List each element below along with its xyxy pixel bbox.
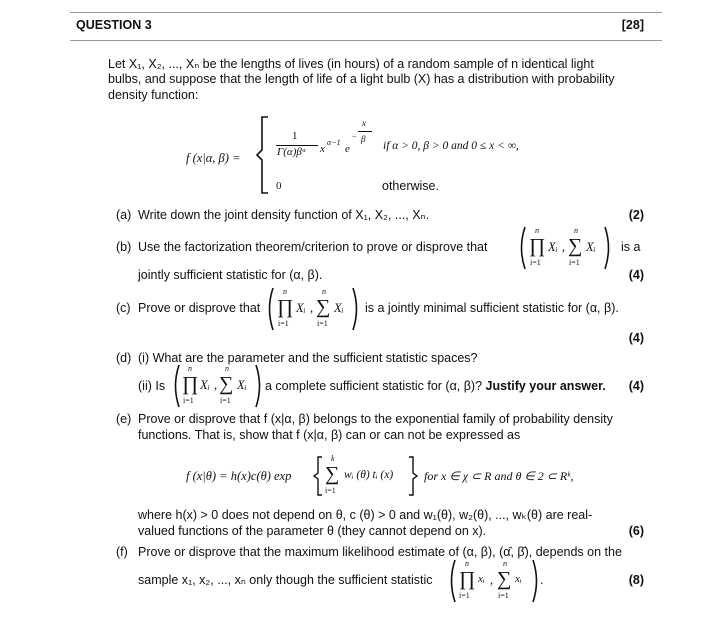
product-icon: ∏	[182, 373, 199, 395]
pdf-denominator: Γ(α)βᵅ	[277, 146, 307, 158]
pdf-numerator: 1	[292, 130, 298, 142]
part-c-text-before: Prove or disprove that	[138, 301, 261, 315]
left-paren-icon	[266, 287, 274, 331]
pdf-exp-bar	[358, 131, 372, 132]
intro-line-2: bulbs, and suppose that the length of life of a light bulb (X) has a distribution with probability	[108, 72, 615, 86]
part-f-line-1: Prove or disprove that the maximum likelihood estimate of (α, β), (α̂, β̂), depends on the	[138, 545, 622, 559]
part-f-line-2: sample x₁, x₂, ..., xₙ only though the sufficient statistic	[138, 573, 433, 587]
formula-sum-upper: k	[331, 454, 335, 463]
left-paren-icon	[448, 559, 456, 603]
product-icon: ∏	[277, 296, 294, 318]
stat-c: n ∏ i=1 Xᵢ , n ∑ i=1 Xᵢ	[266, 287, 364, 331]
part-f-label: (f)	[116, 545, 128, 559]
right-paren-icon	[255, 364, 263, 408]
part-b-marks: (4)	[628, 268, 644, 282]
pdf-e: e	[345, 143, 350, 155]
stat-b: n ∏ i=1 Xᵢ , n ∑ i=1 Xᵢ	[518, 226, 616, 270]
part-b-text-after: is a	[621, 240, 641, 254]
pdf-formula	[180, 110, 600, 200]
left-brace-icon	[313, 456, 323, 496]
formula-cond: for x ∈ χ ⊂ R and θ ∈ 2 ⊂ Rᵏ,	[424, 469, 574, 483]
part-d-i: (i) What are the parameter and the sufficient statistic spaces?	[138, 351, 478, 365]
exp-family-formula	[186, 454, 606, 498]
part-e-label: (e)	[116, 412, 132, 426]
part-f-period: .	[540, 573, 544, 587]
pdf-condition: if α > 0, β > 0 and 0 ≤ x < ∞,	[383, 140, 519, 152]
part-b-text-2: jointly sufficient statistic for (α, β).	[138, 268, 323, 282]
pdf-otherwise: otherwise.	[382, 179, 439, 193]
part-e-line-1: Prove or disprove that f (x|α, β) belongs to the exponential family of probability density	[138, 412, 613, 426]
sum-icon: ∑	[325, 463, 340, 485]
part-b-text-1: Use the factorization theorem/criterion to prove or disprove that	[138, 240, 488, 254]
part-c-marks: (4)	[628, 331, 644, 345]
part-d-label: (d)	[116, 351, 132, 365]
stat-f: n ∏ i=1 xᵢ , n ∑ i=1 xᵢ	[448, 559, 546, 603]
part-e-where-1: where h(x) > 0 does not depend on θ, c (θ) > 0 and w₁(θ), w₂(θ), ..., wₖ(θ) are real-	[138, 508, 593, 522]
formula-sum-lower: i=1	[325, 486, 336, 495]
part-c-label: (c)	[116, 301, 131, 315]
part-b-label: (b)	[116, 240, 132, 254]
pdf-exp-den: β	[361, 134, 366, 144]
right-paren-icon	[352, 287, 360, 331]
part-c-text-after: is a jointly minimal sufficient statistic for (α, β).	[365, 301, 619, 315]
part-d-marks: (4)	[628, 379, 644, 393]
part-a-label: (a)	[116, 208, 132, 222]
question-title: QUESTION 3	[76, 18, 152, 32]
product-icon: ∏	[459, 568, 476, 590]
left-paren-icon	[518, 226, 526, 270]
part-d-ii-bold: Justify your answer.	[485, 379, 606, 393]
formula-left: f (x|θ) = h(x)c(θ) exp	[186, 469, 292, 483]
pdf-exp-num: x	[362, 118, 366, 128]
right-brace-icon	[408, 456, 418, 496]
part-d-ii-after-text: a complete sufficient statistic for (α, β)?	[265, 379, 483, 393]
part-e-line-2: functions. That is, show that f (x|α, β) can or can not be expressed as	[138, 428, 521, 442]
part-a-marks: (2)	[628, 208, 644, 222]
part-e-marks: (6)	[628, 524, 644, 538]
right-paren-icon	[532, 559, 540, 603]
sum-icon: ∑	[497, 568, 512, 590]
left-brace-icon	[256, 116, 270, 194]
part-d-ii-before: (ii) Is	[138, 379, 166, 393]
pdf-exponent-power: α−1	[327, 138, 341, 147]
stat-d: n ∏ i=1 Xᵢ , n ∑ i=1 Xᵢ	[172, 364, 266, 408]
intro-line-1: Let X₁, X₂, ..., Xₙ be the lengths of lives (in hours) of a random sample of n identical light	[108, 57, 594, 71]
header-rule-top	[70, 12, 662, 13]
pdf-lhs: f (x|α, β) =	[186, 151, 241, 165]
left-paren-icon	[172, 364, 180, 408]
pdf-zero: 0	[276, 180, 282, 192]
right-paren-icon	[604, 226, 612, 270]
sum-icon: ∑	[219, 373, 234, 395]
product-icon: ∏	[529, 235, 546, 257]
pdf-exp-minus: −	[352, 132, 357, 141]
total-marks: [28]	[621, 18, 644, 32]
part-d-ii-after	[265, 379, 606, 394]
part-e-where-2: valued functions of the parameter θ (they cannot depend on x).	[138, 524, 487, 538]
sum-icon: ∑	[568, 235, 583, 257]
pdf-x: x	[320, 143, 325, 155]
part-f-marks: (8)	[628, 573, 644, 587]
intro-line-3: density function:	[108, 88, 199, 102]
header-rule-bottom	[70, 40, 662, 41]
part-a-text: Write down the joint density function of X₁, X₂, ..., Xₙ.	[138, 208, 430, 222]
formula-sum-term: wᵢ (θ) tᵢ (x)	[344, 469, 394, 481]
sum-icon: ∑	[316, 296, 331, 318]
